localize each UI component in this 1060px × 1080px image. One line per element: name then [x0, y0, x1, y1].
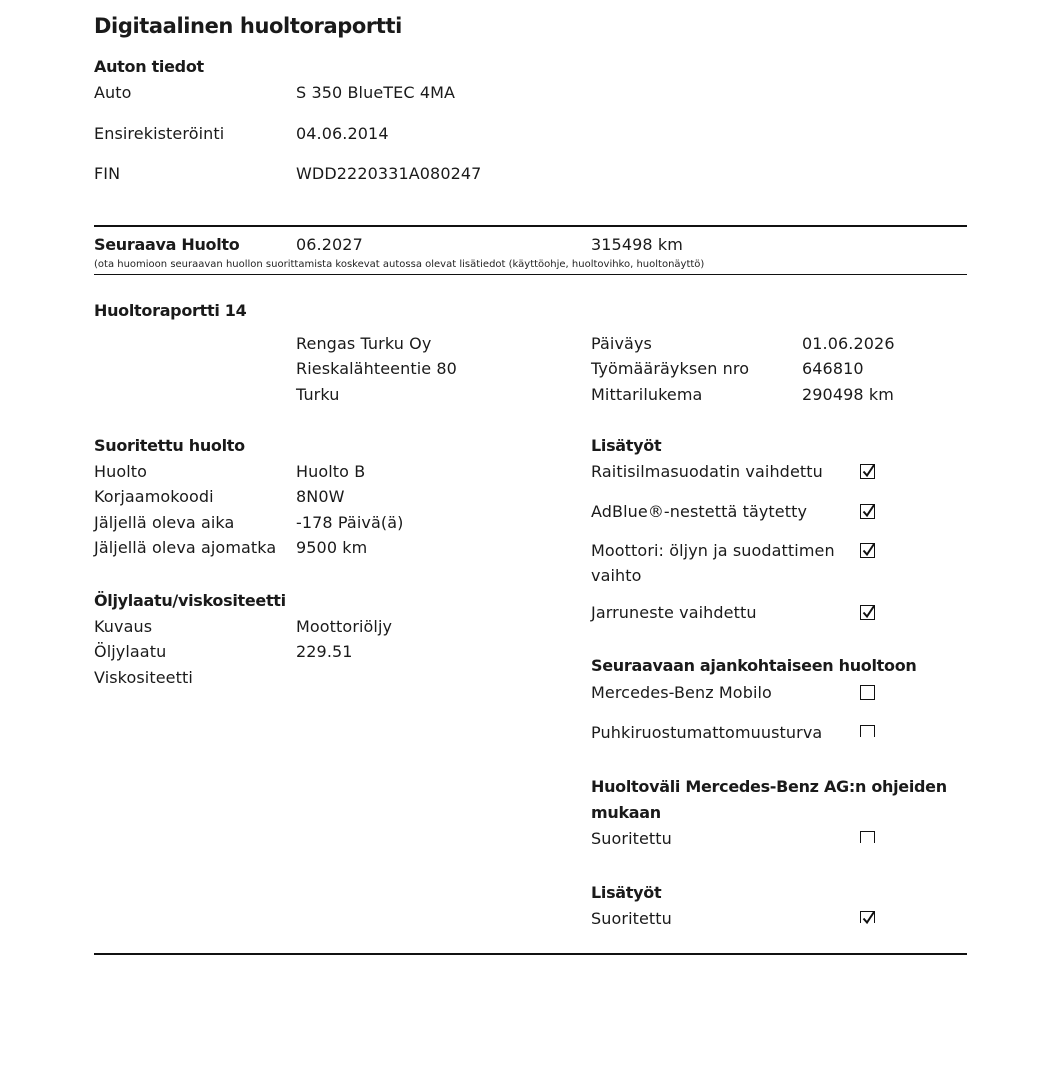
first-registration-value: 04.06.2014 — [296, 124, 389, 143]
date-value: 01.06.2026 — [802, 334, 895, 353]
extra-work-item-label-cont: vaihto — [591, 566, 642, 585]
extra-work2-checkbox[interactable] — [860, 911, 875, 923]
next-current-checkbox[interactable] — [860, 685, 875, 700]
workshop-name: Rengas Turku Oy — [296, 334, 432, 353]
next-service-km: 315498 km — [591, 235, 683, 254]
work-order-value: 646810 — [802, 359, 864, 378]
workshop-code-label: Korjaamokoodi — [94, 487, 214, 506]
interval-heading-cont: mukaan — [591, 803, 661, 822]
report-heading: Huoltoraportti 14 — [94, 301, 247, 320]
extra-work-heading: Lisätyöt — [591, 436, 662, 455]
service-type-label: Huolto — [94, 462, 148, 481]
remaining-distance-value: 9500 km — [296, 538, 368, 557]
work-order-label: Työmääräyksen nro — [591, 359, 750, 378]
next-service-label: Seuraava Huolto — [94, 235, 240, 254]
extra-work2-item-label: Suoritettu — [591, 909, 672, 928]
oil-description-value: Moottoriöljy — [296, 617, 393, 636]
remaining-distance-label: Jäljellä oleva ajomatka — [94, 538, 277, 557]
car-model-label: Auto — [94, 83, 132, 102]
oil-quality-label: Öljylaatu — [94, 642, 167, 661]
extra-work-item-label: Moottori: öljyn ja suodattimen — [591, 541, 835, 560]
next-current-heading: Seuraavaan ajankohtaiseen huoltoon — [591, 656, 917, 675]
divider-top — [94, 225, 967, 227]
workshop-street: Rieskalähteentie 80 — [296, 359, 457, 378]
next-current-item-label: Mercedes-Benz Mobilo — [591, 683, 772, 702]
remaining-time-label: Jäljellä oleva aika — [94, 513, 235, 532]
oil-quality-value: 229.51 — [296, 642, 353, 661]
odometer-label: Mittarilukema — [591, 385, 703, 404]
page-title: Digitaalinen huoltoraportti — [94, 14, 402, 38]
workshop-code-value: 8N0W — [296, 487, 345, 506]
divider-next-service — [94, 274, 967, 275]
extra-work-item-label: Jarruneste vaihdettu — [591, 603, 757, 622]
divider-bottom — [94, 953, 967, 955]
date-label: Päiväys — [591, 334, 652, 353]
extra-work-checkbox[interactable] — [860, 464, 875, 479]
first-registration-label: Ensirekisteröinti — [94, 124, 225, 143]
interval-heading: Huoltoväli Mercedes-Benz AG:n ohjeiden — [591, 777, 947, 796]
next-current-checkbox[interactable] — [860, 725, 875, 737]
extra-work-checkbox[interactable] — [860, 504, 875, 519]
next-service-note: (ota huomioon seuraavan huollon suorittamista koskevat autossa olevat lisätiedot (käyttöohje, huoltovihko, huoltonäyttö) — [94, 259, 705, 270]
fin-label: FIN — [94, 164, 121, 183]
fin-value: WDD2220331A080247 — [296, 164, 482, 183]
interval-item-label: Suoritettu — [591, 829, 672, 848]
viscosity-label: Viskositeetti — [94, 668, 193, 687]
next-service-date: 06.2027 — [296, 235, 363, 254]
extra-work-item-label: Raitisilmasuodatin vaihdettu — [591, 462, 823, 481]
interval-checkbox[interactable] — [860, 831, 875, 843]
oil-description-label: Kuvaus — [94, 617, 153, 636]
extra-work-checkbox[interactable] — [860, 605, 875, 620]
workshop-city: Turku — [296, 385, 340, 404]
odometer-value: 290498 km — [802, 385, 894, 404]
car-model-value: S 350 BlueTEC 4MA — [296, 83, 456, 102]
service-type-value: Huolto B — [296, 462, 366, 481]
performed-heading: Suoritettu huolto — [94, 436, 245, 455]
extra-work-item-label: AdBlue®-nestettä täytetty — [591, 502, 808, 521]
oil-heading: Öljylaatu/viskositeetti — [94, 591, 286, 610]
extra-work-checkbox[interactable] — [860, 543, 875, 558]
next-current-item-label: Puhkiruostumattomuusturva — [591, 723, 823, 742]
remaining-time-value: -178 Päivä(ä) — [296, 513, 404, 532]
extra-work2-heading: Lisätyöt — [591, 883, 662, 902]
car-info-heading: Auton tiedot — [94, 57, 204, 76]
